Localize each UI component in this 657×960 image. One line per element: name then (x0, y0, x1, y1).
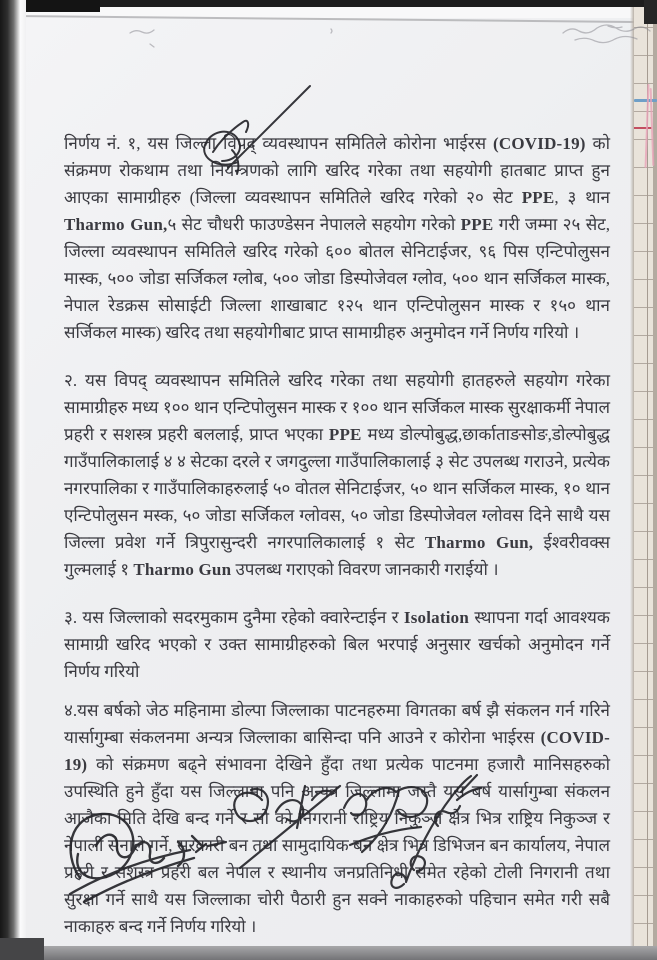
decision-1: निर्णय नं. १, यस जिल्ला विपद् व्यवस्थापन समितिले कोरोना भाईरस (COVID-19) को संक्रमण रोकथाम तथा नियन्त्रणको लागि खरिद गरेका तथा सहयोगी हातबाट प्राप्त हुन आएका सामाग्रीहरु (जिल्ला व्यवस्थापन समितिले खरिद गरेको २० सेट PPE, ३ थान Tharmo Gun,५ सेट चौधरी फाउण्डेसन नेपालले सहयोग गरेको PPE गरी जम्मा २५ सेट, जिल्ला व्यवस्थापन समितिले खरिद गरेको ६०० बोतल सेनिटाईजर, ९६ पिस एन्टिपोलुसन मास्क, ५०० जोडा सर्जिकल ग्लोब, ५०० जोडा डिस्पोजेवल ग्लोव, ५०० थान सर्जिकल मास्क, नेपाल रेडक्रस सोसाईटी जिल्ला शाखाबाट १२५ थान एन्टिपोलुसन मास्क र १५० थान सर्जिकल मास्क) खरिद तथा सहयोगीबाट प्राप्त सामाग्रीहरु अनुमोदन गर्ने निर्णय गरियो । (64, 134, 611, 342)
sheet-right-edge (630, 0, 634, 960)
ledger-red-rule (632, 127, 652, 129)
decision-4: ४.यस बर्षको जेठ महिनामा डोल्पा जिल्लाका पाटनहरुमा विगतका बर्ष झै संकलन गर्न गरिने यार्सागुम्बा संकलनमा अन्यत्र जिल्लाका बासिन्दा पनि आउने र कोरोना भाईरस (COVID-19) को संक्रमण बढ्ने संभावना देखिने हुँदा तथा प्रत्येक पाटनमा हजारौ मानिसहरुको उपस्थिति हुने हुँदा यस जिल्लामा पनि अन्यत्र जिल्लामा जस्तै यस बर्ष यार्सागुम्बा संकलन आजैका मिति देखि बन्द गर्ने र सो को निगरानी राष्ट्रिय निकुञ्ज क्षेत्र भित्र राष्ट्रिय निकुञ्ज र नेपाली सेनाले गर्ने, सरकारी बन तथा सामुदायिक बन क्षेत्र भित्र डिभिजन बन कार्यालय, नेपाल प्रहरी र सशस्त्र प्रहरी बल नेपाल र स्थानीय जनप्रतिनिधी समेत रहेको टोली निगरानी तथा सुरक्षा गर्ने साथै यस जिल्लाका चोरी पैठारी हुन सक्ने नाकाहरुको पहिचान समेत गरी सबै नाकाहरु बन्द गर्ने निर्णय गरियो । (64, 701, 610, 936)
decision-3: ३. यस जिल्लाको सदरमुकाम दुनैमा रहेको क्वारेन्टाईन र Isolation स्थापना गर्दा आवश्यक सामाग्री खरिद भएको र उक्त सामाग्रीहरुको बिल भरपाई अनुसार खर्चको अनुमोदन गर्ने निर्णय गरियो (64, 608, 610, 681)
decision-2: २. यस विपद् व्यवस्थापन समितिले खरिद गरेका तथा सहयोगी हातहरुले सहयोग गरेका सामाग्रीहरु मध्य १०० थान एन्टिपोलुसन मास्क र १०० थान सर्जिकल मास्क सुरक्षाकर्मी नेपाल प्रहरी र सशस्त्र प्रहरी बललाई, प्राप्त भएका PPE मध्य डोल्पोबुद्ध,छार्काताङसोङ,डोल्पोबुद्ध गाउँपालिकालाई ४ ४ सेटका दरले र जगदुल्ला गाउँपालिकालाई ३ सेट उपलब्ध गराउने, प्रत्येक नगरपालिका र गाउँपालिकाहरुलाई ५० वोतल सेनिटाईजर, ५० थान सर्जिकल मास्क, १० थान एन्टिपोलुसन मस्क, ५० जोडा सर्जिकल ग्लोवस, ५० जोडा डिस्पोजेवल ग्लोवस दिने साथै यस जिल्ला प्रवेश गर्ने त्रिपुरासुन्दरी नगरपालिकालाई १ सेट Tharmo Gun, ईश्वरीवक्स गुल्मलाई १ Tharmo Gun उपलब्ध गराएको विवरण जानकारी गराईयो । (64, 371, 611, 579)
photo-corner-bottom-left (0, 938, 44, 960)
photo-edge-left (0, 0, 26, 960)
document-body (64, 130, 610, 960)
photo-corner-top-right (644, 0, 657, 24)
ledger-blue-rule (634, 99, 657, 102)
